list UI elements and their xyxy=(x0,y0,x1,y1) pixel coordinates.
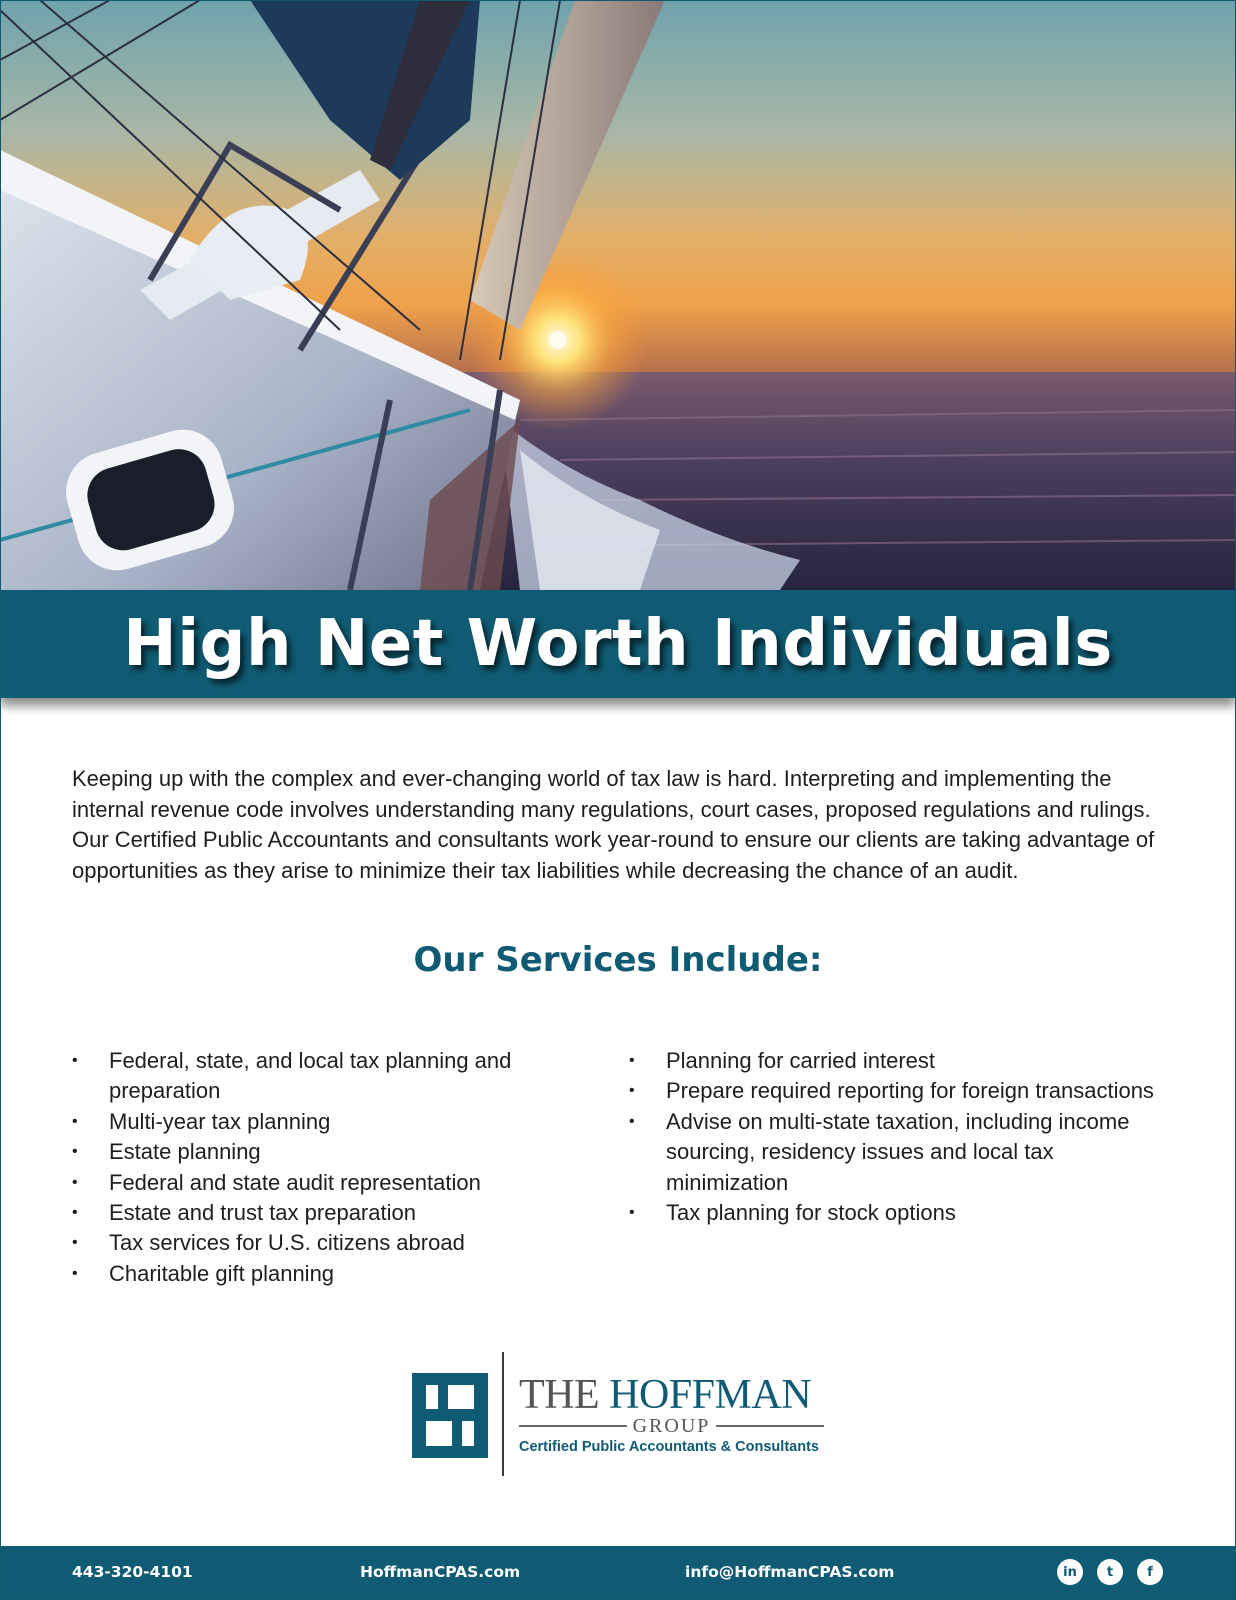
twitter-icon[interactable]: t xyxy=(1097,1559,1123,1585)
list-item-text: Estate and trust tax preparation xyxy=(109,1200,416,1226)
list-item-text: Tax planning for stock options xyxy=(666,1200,956,1226)
bullet-icon: • xyxy=(629,1082,635,1100)
footer-email-link[interactable]: info@HoffmanCPAS.com xyxy=(685,1563,895,1581)
list-item xyxy=(629,1076,1169,1106)
bullet-icon: • xyxy=(72,1264,78,1282)
bullet-icon: • xyxy=(72,1112,78,1130)
logo-group: GROUP xyxy=(632,1414,711,1437)
footer-bar xyxy=(0,1546,1236,1600)
list-item xyxy=(72,1137,542,1167)
list-item xyxy=(629,1046,1169,1076)
bullet-icon: • xyxy=(72,1052,78,1069)
footer-website-link[interactable]: HoffmanCPAS.com xyxy=(360,1563,521,1581)
list-item xyxy=(629,1107,1169,1198)
logo-group-row xyxy=(519,1416,824,1436)
page-title: High Net Worth Individuals xyxy=(123,607,1113,681)
list-item-text: Estate planning xyxy=(109,1139,261,1165)
list-item-text: Prepare required reporting for foreign transactions xyxy=(666,1078,1154,1104)
intro-paragraph: Keeping up with the complex and ever-changing world of tax law is hard. Interpreting and implementing the internal revenue code involves understanding many regulations, court cases, proposed regulations and rulings. Our Certified Public Accountants and consultants work year-round to ensure our clients are taking advantage of opportunities as they arise to minimize their tax liabilities while decreasing the chance of an audit. xyxy=(72,766,1155,883)
hero-image-sailboat-sunset xyxy=(0,0,1236,590)
h-monogram-icon xyxy=(412,1373,488,1458)
list-item xyxy=(72,1107,542,1137)
list-item-text: Federal, state, and local tax planning and preparation xyxy=(109,1048,512,1104)
facebook-icon[interactable]: f xyxy=(1137,1559,1163,1585)
logo-name: HOFFMAN xyxy=(609,1372,812,1418)
list-item-text: Advise on multi-state taxation, including income sourcing, residency issues and local tax minimization xyxy=(666,1108,1130,1195)
logo-rule-left xyxy=(519,1425,627,1427)
logo-rule-right xyxy=(716,1425,824,1427)
list-item-text: Charitable gift planning xyxy=(109,1260,335,1286)
linkedin-icon[interactable]: in xyxy=(1057,1559,1083,1585)
hero-illustration xyxy=(0,0,1236,590)
list-item-text: Multi-year tax planning xyxy=(109,1108,331,1134)
list-item xyxy=(72,1198,542,1228)
bullet-icon: • xyxy=(72,1143,78,1161)
hoffman-group-logo xyxy=(412,1352,832,1476)
logo-wordmark xyxy=(519,1374,811,1416)
logo-tagline: Certified Public Accountants & Consultants xyxy=(519,1439,819,1455)
bullet-icon: • xyxy=(629,1204,635,1222)
bullet-icon: • xyxy=(629,1112,635,1130)
services-list-left xyxy=(72,1046,542,1289)
services-heading: Our Services Include: xyxy=(413,940,823,980)
list-item-text: Federal and state audit representation xyxy=(109,1169,481,1195)
title-banner xyxy=(0,590,1236,698)
bullet-icon: • xyxy=(72,1204,78,1222)
list-item xyxy=(72,1168,542,1198)
bullet-icon: • xyxy=(629,1052,635,1069)
list-item xyxy=(72,1259,542,1289)
list-item-text: Planning for carried interest xyxy=(666,1048,936,1073)
bullet-icon: • xyxy=(72,1173,78,1191)
list-item xyxy=(72,1228,542,1258)
list-item-text: Tax services for U.S. citizens abroad xyxy=(109,1230,465,1256)
logo-the: THE xyxy=(519,1372,610,1418)
logo-divider xyxy=(502,1352,504,1476)
bullet-icon: • xyxy=(72,1234,78,1252)
footer-phone[interactable]: 443-320-4101 xyxy=(72,1563,193,1581)
list-item xyxy=(72,1046,542,1107)
list-item xyxy=(629,1198,1169,1228)
services-list-right xyxy=(629,1046,1169,1228)
